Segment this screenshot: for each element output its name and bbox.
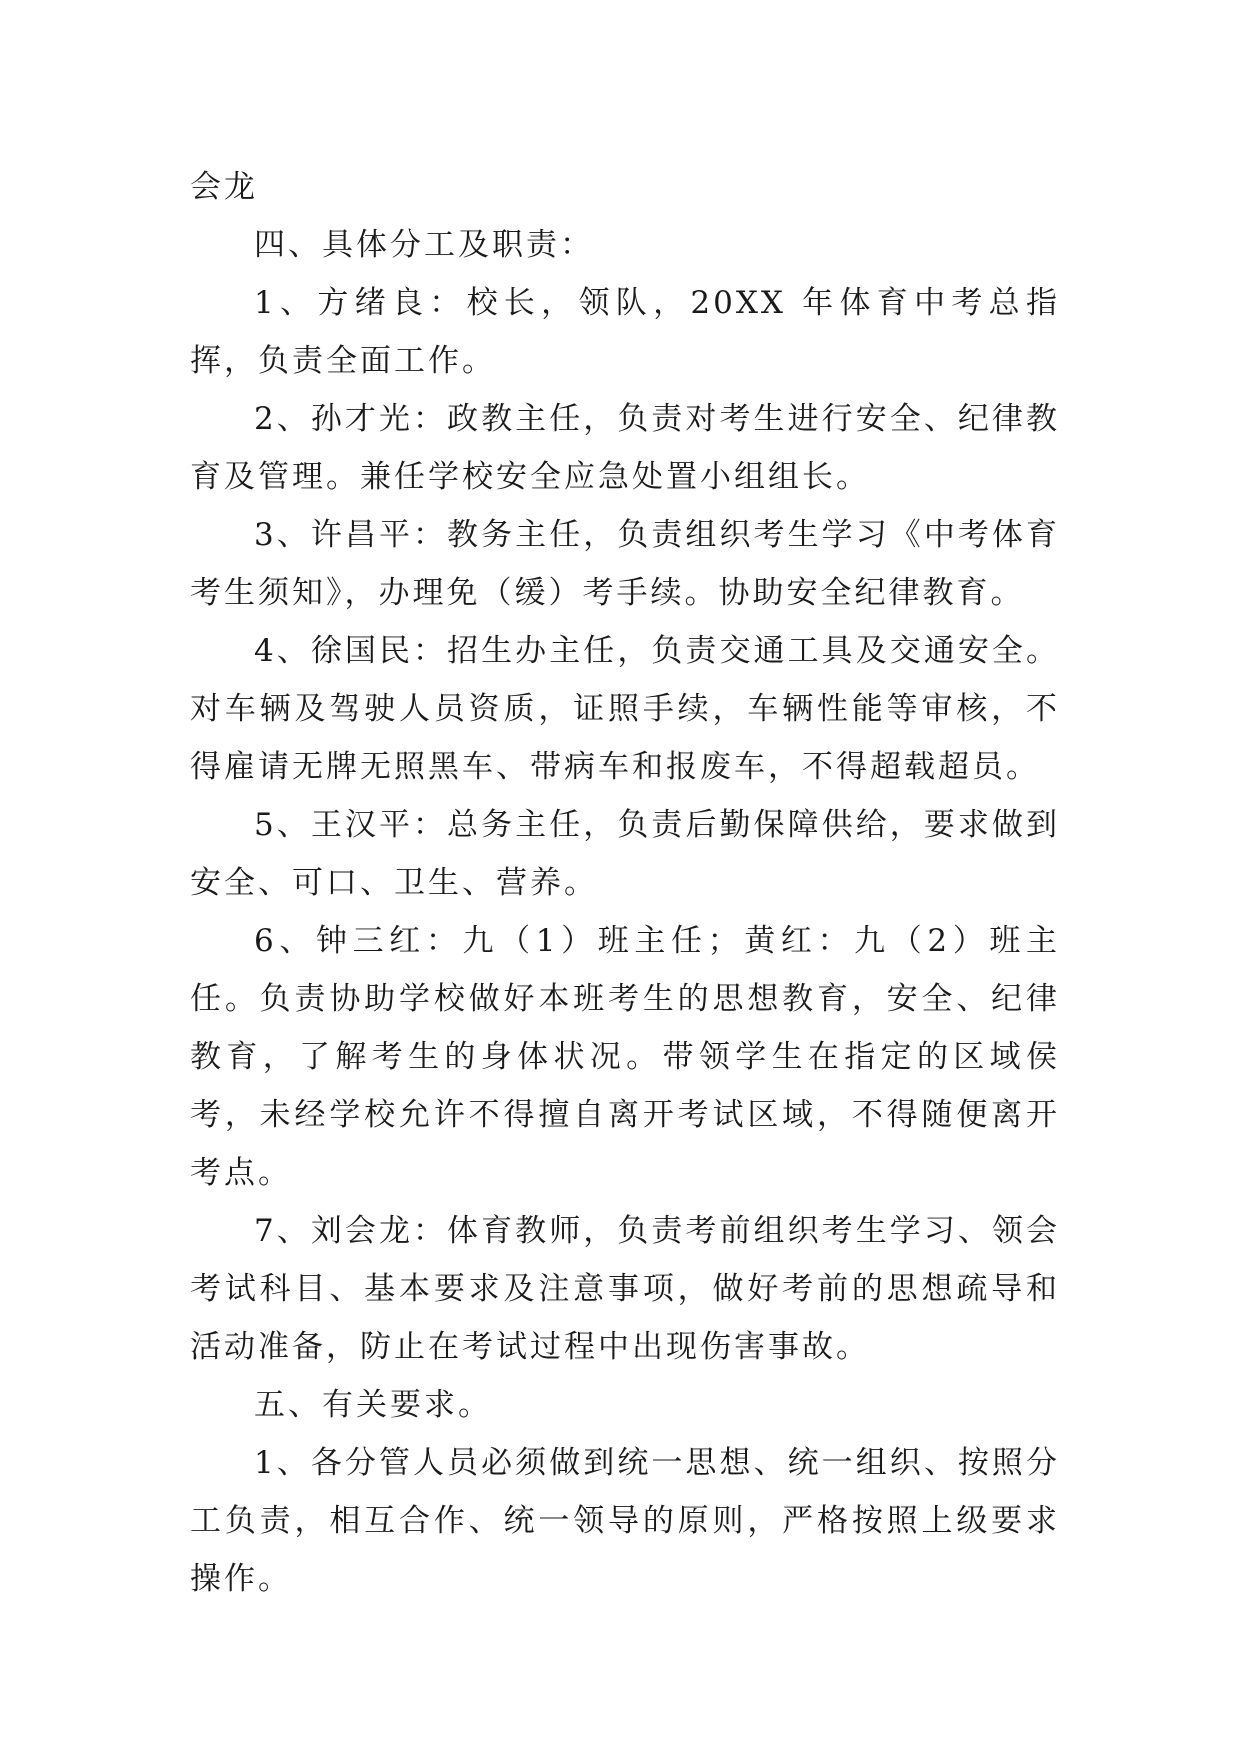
duty-item-3: 3、许昌平：教务主任，负责组织考生学习《中考体育考生须知》，办理免（缓）考手续。协助安全纪律教育。	[190, 517, 1060, 611]
section-heading-duties: 四、具体分工及职责：	[254, 227, 594, 263]
section-heading-requirements: 五、有关要求。	[254, 1387, 492, 1423]
duty-item-2: 2、孙才光：政教主任，负责对考生进行安全、纪律教育及管理。兼任学校安全应急处置小组组长。	[190, 401, 1060, 495]
duty-item-1: 1、方绪良：校长，领队，20XX 年体育中考总指挥，负责全面工作。	[190, 285, 1060, 379]
duty-item-4: 4、徐国民：招生办主任，负责交通工具及交通安全。对车辆及驾驶人员资质，证照手续，车辆性能等审核，不得雇请无牌无照黑车、带病车和报废车，不得超载超员。	[190, 633, 1060, 785]
duty-item-5: 5、王汉平：总务主任，负责后勤保障供给，要求做到安全、可口、卫生、营养。	[190, 807, 1060, 901]
document-body	[190, 158, 1060, 1608]
paragraph-continuation: 会龙	[190, 169, 258, 205]
duty-item-6: 6、钟三红：九（1）班主任；黄红：九（2）班主任。负责协助学校做好本班考生的思想教育，安全、纪律教育，了解考生的身体状况。带领学生在指定的区域侯考，未经学校允许不得擅自离开考试区域，不得随便离开考点。	[190, 923, 1060, 1191]
duty-item-7: 7、刘会龙：体育教师，负责考前组织考生学习、领会考试科目、基本要求及注意事项，做好考前的思想疏导和活动准备，防止在考试过程中出现伤害事故。	[190, 1213, 1060, 1365]
requirement-item-1: 1、各分管人员必须做到统一思想、统一组织、按照分工负责，相互合作、统一领导的原则，严格按照上级要求操作。	[190, 1445, 1060, 1597]
